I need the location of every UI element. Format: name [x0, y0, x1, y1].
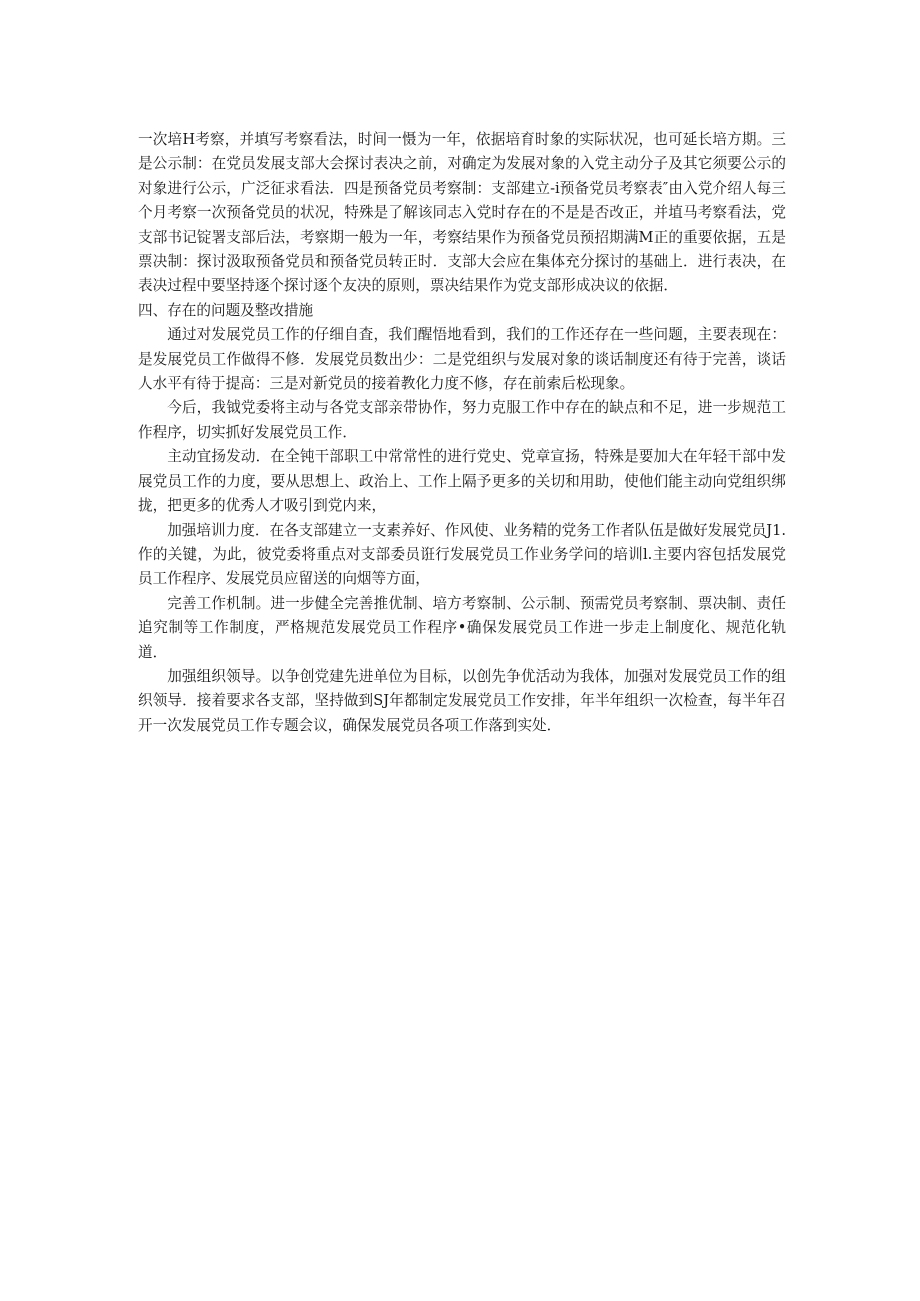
paragraph-mechanism: 完善工作机制。进一步健全完善推优制、培方考察制、公示制、预需党员考察制、票决制、责任追究制等工作制度，严格规范发展党员工作程序•确保发展党员工作进一步走上制度化、规范化轨道． [138, 594, 786, 661]
paragraph-leadership: 加强组织领导。以争创党建先进单位为目标，以创先争优活动为我体，加强对发展党员工作的组织领导．接着要求各支部，坚持做到SJ年都制定发展党员工作安排，年半年组织一次检查，每半年召开一次发展党员工作专题会议，确保发展党员各项工作落到实处． [138, 667, 786, 734]
section-heading-issues: 四、存在的问题及整改措施 [138, 301, 314, 319]
paragraph-continuation: 一次培H考察，并填写考察看法，时间一慑为一年，依据培育时象的实际状况，也可延长培方期。三是公示制：在党员发展支部大会探讨表决之前，对确定为发展对象的入党主动分子及其它须要公示的对象进行公示，广泛征求看法．四是预备党员考察制：支部建立-i预备党员考察表″由入党介绍人每三个月考察一次预备党员的状况，特殊是了解该同志入党时存在的不是是否改正，并埴马考察看法，党支部书记锭署支部后法，考察期一般为一年，考察结果作为预备党员预招期满M正的重要依据，五是票决制：探讨汲取预备党员和预备党员转正时．支部大会应在集体充分探讨的基础上．进行表决，在表决过程中要坚持逐个探讨逐个友决的原则，票决结果作为党支部形成决议的依据． [138, 131, 786, 295]
paragraph-publicity: 主动宜扬发动．在全钝干部职工中常常性的进行党史、党章宣扬，特殊是要加大在年轻干部中发展党员工作的力度，要从思想上、政治上、工作上隔予更多的关切和用助，使他们能主动向党组织绑拢，把更多的优秀人才吸引到党内来， [138, 448, 786, 515]
paragraph-future-plan: 今后，我钺党委将主动与各党支部亲带协作，努力克服工作中存在的缺点和不足，进一步规范工作程序，切实抓好发展党员工作． [138, 399, 786, 441]
paragraph-self-inspection: 通过对发展党员工作的仔细自査，我们醒悟地看到，我们的工作还存在一些问题，主要表现在：是发展党员工作做得不修．发展党员数出少：二是党组织与发展对象的谈话制度还有待于完善，谈话人水平有待于提高：三是对新党员的接着教化力度不修，存在前索后松现象。 [138, 326, 786, 393]
document-body [138, 128, 786, 738]
paragraph-training: 加强培训力度．在各支部建立一支素养好、作风使、业务精的党务工作者队伍是做好发展党员J1.作的关键，为此，彼党委将重点对支部委员诳行发展党员工作业务学问的培训l.主要内容包括发展党员工作程序、发展党员应留送的向烟等方面， [138, 521, 786, 588]
